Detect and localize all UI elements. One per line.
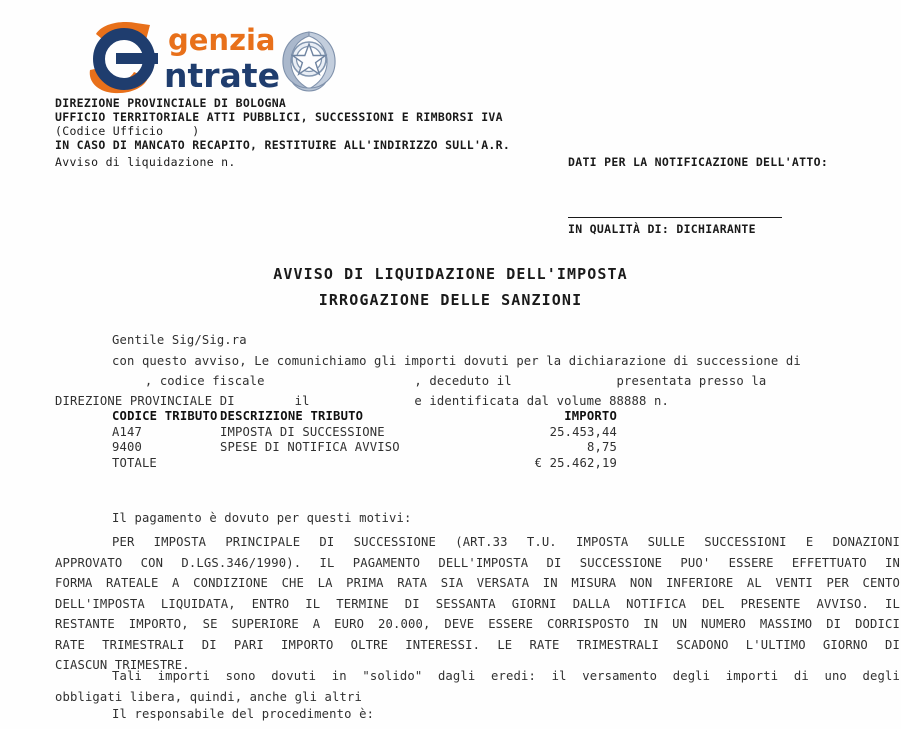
notification-signature-rule [568,217,782,218]
office-code: (Codice Ufficio ) [55,124,200,138]
motivation-line-6: RATE TRIMESTRALI DI PARI IMPORTO OLTRE INTERESSI. LE RATE TRIMESTRALI SCADONO L'ULTIMO GIORNO DI [55,637,900,652]
notification-data-title: DATI PER LA NOTIFICAZIONE DELL'ATTO: [568,155,829,169]
header-descrizione-tributo: DESCRIZIONE TRIBUTO [220,409,364,423]
motivation-line-7: CIASCUN TRIMESTRE. [55,658,190,672]
responsible-officer-line: Il responsabile del procedimento è: [112,707,375,721]
liquidation-notice-number: Avviso di liquidazione n. [55,155,236,169]
notification-qualification: IN QUALITÀ DI: DICHIARANTE [568,222,756,236]
table-row [112,425,617,441]
emblem-svg [276,24,342,94]
office-department: UFFICIO TERRITORIALE ATTI PUBBLICI, SUCCESSIONI E RIMBORSI IVA [55,110,503,124]
fiscal-code-line: , codice fiscale , deceduto il presentata presso la [55,374,767,388]
page-title: AVVISO DI LIQUIDAZIONE DELL'IMPOSTA [273,265,628,283]
motivation-line-4: DELL'IMPOSTA LIQUIDATA, ENTRO IL TERMINE DI SESSANTA GIORNI DALLA NOTIFICA DEL PRESENTE AVVISO. IL [55,596,900,611]
cell-code: 9400 [112,440,142,454]
solidarity-line-1: Tali importi sono dovuti in "solido" dagli eredi: il versamento degli importi di uno degli [112,669,900,683]
office-direction: DIREZIONE PROVINCIALE DI BOLOGNA [55,96,287,110]
office-reference-line: DIREZIONE PROVINCIALE DI il e identificata dal volume 88888 n. [55,394,669,408]
cell-description: IMPOSTA DI SUCCESSIONE [220,424,385,439]
table-header-row [112,409,617,425]
motivation-line-2: APPROVATO CON D.LGS.346/1990). IL PAGAMENTO DELL'IMPOSTA DI SUCCESSIONE PUO' ESSERE EFFETTUATO IN [55,555,900,570]
motivation-heading: Il pagamento è dovuto per questi motivi: [112,511,412,525]
italian-republic-emblem [276,24,342,94]
cell-code: A147 [112,424,142,439]
motivation-paragraph [55,532,900,676]
cell-description: SPESE DI NOTIFICA AVVISO [220,440,400,454]
header-importo: IMPORTO [564,409,617,423]
header-codice-tributo: CODICE TRIBUTO [112,409,218,423]
svg-text:ntrate: ntrate [164,56,280,95]
solidarity-line-2: obbligati libera, quindi, anche gli altri [55,689,362,704]
cell-total-label: TOTALE [112,455,157,470]
page-subtitle: IRROGAZIONE DELLE SANZIONI [318,291,583,309]
return-address-notice: IN CASO DI MANCATO RECAPITO, RESTITUIRE ALL'INDIRIZZO SULL'A.R. [55,138,511,152]
solidarity-paragraph [55,666,900,707]
cell-total-spacer [220,456,495,472]
cell-total-amount: € 25.462,19 [534,455,617,470]
table-row [112,440,617,456]
motivation-line-1: PER IMPOSTA PRINCIPALE DI SUCCESSIONE (ART.33 T.U. IMPOSTA SULLE SUCCESSIONI E DONAZIONI [112,535,900,549]
tax-table-element [112,409,617,471]
motivation-line-5: RESTANTE IMPORTO, SE SUPERIORE A EURO 20.000, DEVE ESSERE CORRISPOSTO IN UN NUMERO MASSIMO DI DODICI [55,617,900,631]
cell-amount: 8,75 [587,440,617,454]
tax-table-head [112,409,617,425]
tax-table [112,409,617,471]
greeting-line: Gentile Sig/Sig.ra [112,333,247,347]
tax-table-body [112,425,617,472]
svg-text:genzia: genzia [168,23,276,57]
cell-amount: 25.453,44 [549,424,617,439]
table-total-row [112,456,617,472]
intro-line: con questo avviso, Le comunichiamo gli importi dovuti per la dichiarazione di successione di [112,354,801,368]
motivation-line-3: FORMA RATEALE A CONDIZIONE CHE LA PRIMA RATA SIA VERSATA IN MISURA NON INFERIORE AL VENTI PER CENTO [55,576,900,590]
